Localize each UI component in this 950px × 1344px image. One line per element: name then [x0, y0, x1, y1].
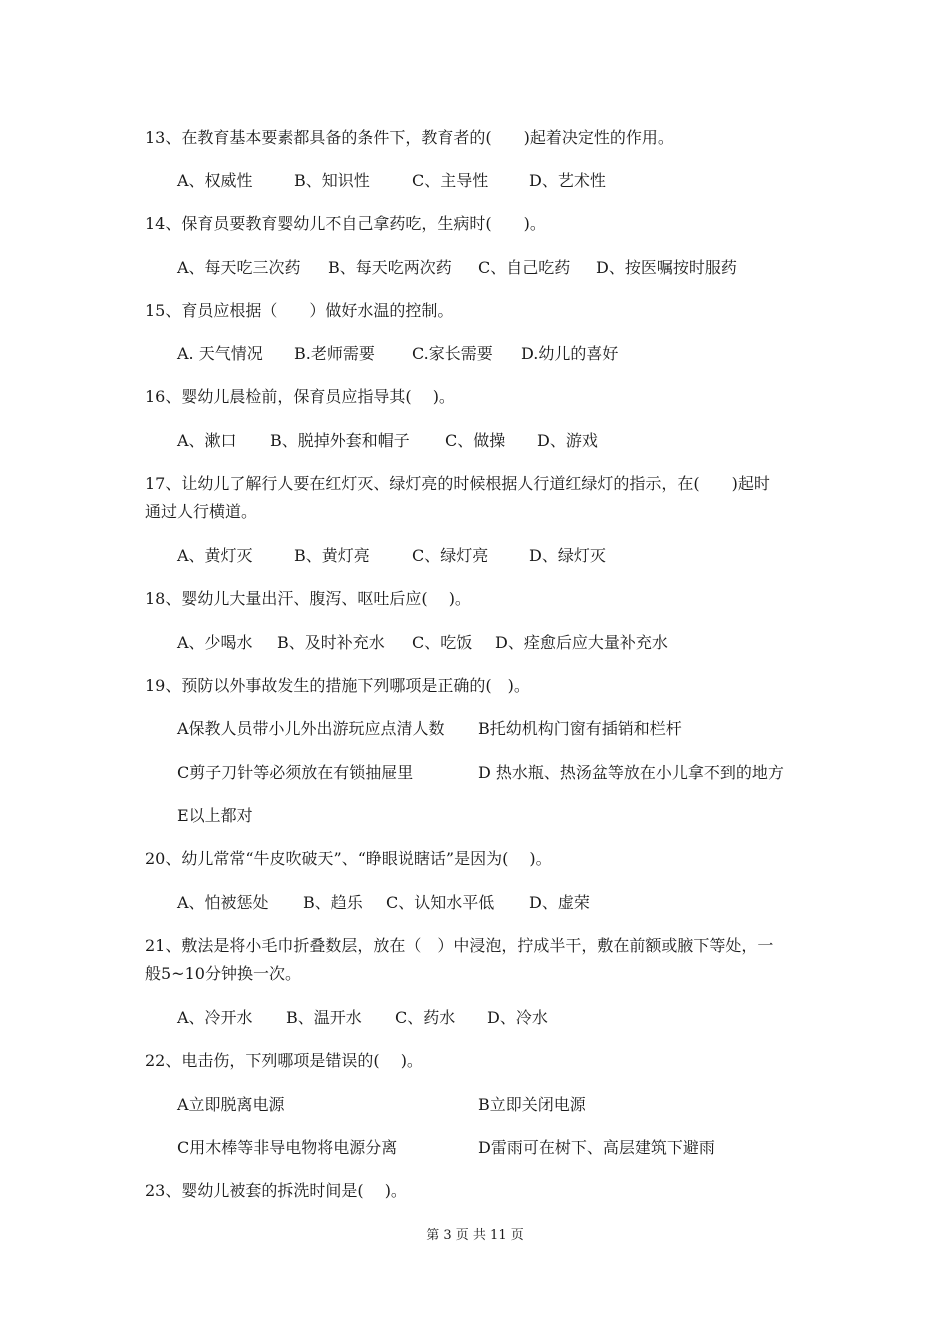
question-21-option-c: C、药水 — [395, 1008, 456, 1027]
question-17-option-b: B、黄灯亮 — [294, 546, 370, 565]
question-17-option-a: A、黄灯灭 — [177, 546, 253, 565]
question-13-option-c: C、主导性 — [412, 171, 489, 190]
question-15-option-c: C.家长需要 — [412, 344, 493, 363]
question-20-option-c: C、认知水平低 — [386, 893, 495, 912]
question-19-option-d: D 热水瓶、热汤盆等放在小儿拿不到的地方 — [478, 763, 784, 782]
question-19-option-c: C剪子刀针等必须放在有锁抽屉里 — [177, 763, 414, 782]
question-18-option-b: B、及时补充水 — [277, 633, 385, 652]
question-18-stem: 18、婴幼儿大量出汗、腹泻、呕吐后应( )。 — [145, 589, 471, 608]
question-15-option-d: D.幼儿的喜好 — [521, 344, 619, 363]
question-16-option-c: C、做操 — [445, 431, 506, 450]
question-17-stem-line-1: 17、让幼儿了解行人要在红灯灭、绿灯亮的时候根据人行道红绿灯的指示，在( )起时 — [145, 474, 770, 493]
question-21-option-a: A、冷开水 — [177, 1008, 253, 1027]
question-15-option-a: A. 天气情况 — [177, 344, 263, 363]
question-16-stem: 16、婴幼儿晨检前，保育员应指导其( )。 — [145, 387, 455, 406]
question-13-option-b: B、知识性 — [294, 171, 370, 190]
question-14-option-d: D、按医嘱按时服药 — [596, 258, 737, 277]
question-20-option-b: B、趋乐 — [303, 893, 363, 912]
question-21-option-b: B、温开水 — [286, 1008, 362, 1027]
question-13-option-a: A、权威性 — [177, 171, 253, 190]
question-13-stem: 13、在教育基本要素都具备的条件下，教育者的( )起着决定性的作用。 — [145, 128, 674, 147]
question-16-option-d: D、游戏 — [537, 431, 598, 450]
question-15-stem: 15、育员应根据（ ）做好水温的控制。 — [145, 301, 454, 320]
question-19-option-b: B托幼机构门窗有插销和栏杆 — [478, 719, 682, 738]
question-17-option-d: D、绿灯灭 — [529, 546, 606, 565]
question-17-option-c: C、绿灯亮 — [412, 546, 489, 565]
question-21-stem-line-2: 般5~10分钟换一次。 — [145, 964, 301, 983]
question-22-option-a: A立即脱离电源 — [177, 1095, 285, 1114]
question-18-option-d: D、痊愈后应大量补充水 — [495, 633, 668, 652]
question-16-option-b: B、脱掉外套和帽子 — [270, 431, 410, 450]
question-21-stem-line-1: 21、敷法是将小毛巾折叠数层，放在（ ）中浸泡，拧成半干，敷在前额或腋下等处，一 — [145, 936, 774, 955]
question-22-option-b: B立即关闭电源 — [478, 1095, 586, 1114]
question-22-stem: 22、电击伤，下列哪项是错误的( )。 — [145, 1051, 423, 1070]
question-16-option-a: A、漱口 — [177, 431, 237, 450]
question-21-option-d: D、冷水 — [487, 1008, 548, 1027]
question-14-option-a: A、每天吃三次药 — [177, 258, 301, 277]
question-15-option-b: B.老师需要 — [294, 344, 375, 363]
question-20-option-d: D、虚荣 — [529, 893, 590, 912]
question-22-option-d: D雷雨可在树下、高层建筑下避雨 — [478, 1138, 715, 1157]
question-17-stem-line-2: 通过人行横道。 — [145, 502, 258, 521]
question-19-option-e: E以上都对 — [177, 806, 253, 825]
question-18-option-a: A、少喝水 — [177, 633, 253, 652]
question-19-option-a: A保教人员带小儿外出游玩应点清人数 — [177, 719, 445, 738]
question-20-option-a: A、怕被惩处 — [177, 893, 269, 912]
question-20-stem: 20、幼儿常常“牛皮吹破天”、“睁眼说瞎话”是因为( )。 — [145, 849, 552, 868]
question-13-option-d: D、艺术性 — [529, 171, 606, 190]
question-14-option-c: C、自己吃药 — [478, 258, 571, 277]
question-19-stem: 19、预防以外事故发生的措施下列哪项是正确的( )。 — [145, 676, 530, 695]
question-18-option-c: C、吃饭 — [412, 633, 473, 652]
question-22-option-c: C用木棒等非导电物将电源分离 — [177, 1138, 398, 1157]
question-14-option-b: B、每天吃两次药 — [328, 258, 452, 277]
question-23-stem: 23、婴幼儿被套的拆洗时间是( )。 — [145, 1181, 407, 1200]
question-14-stem: 14、保育员要教育婴幼儿不自己拿药吃，生病时( )。 — [145, 214, 546, 233]
page-number: 第 3 页 共 11 页 — [426, 1228, 524, 1243]
